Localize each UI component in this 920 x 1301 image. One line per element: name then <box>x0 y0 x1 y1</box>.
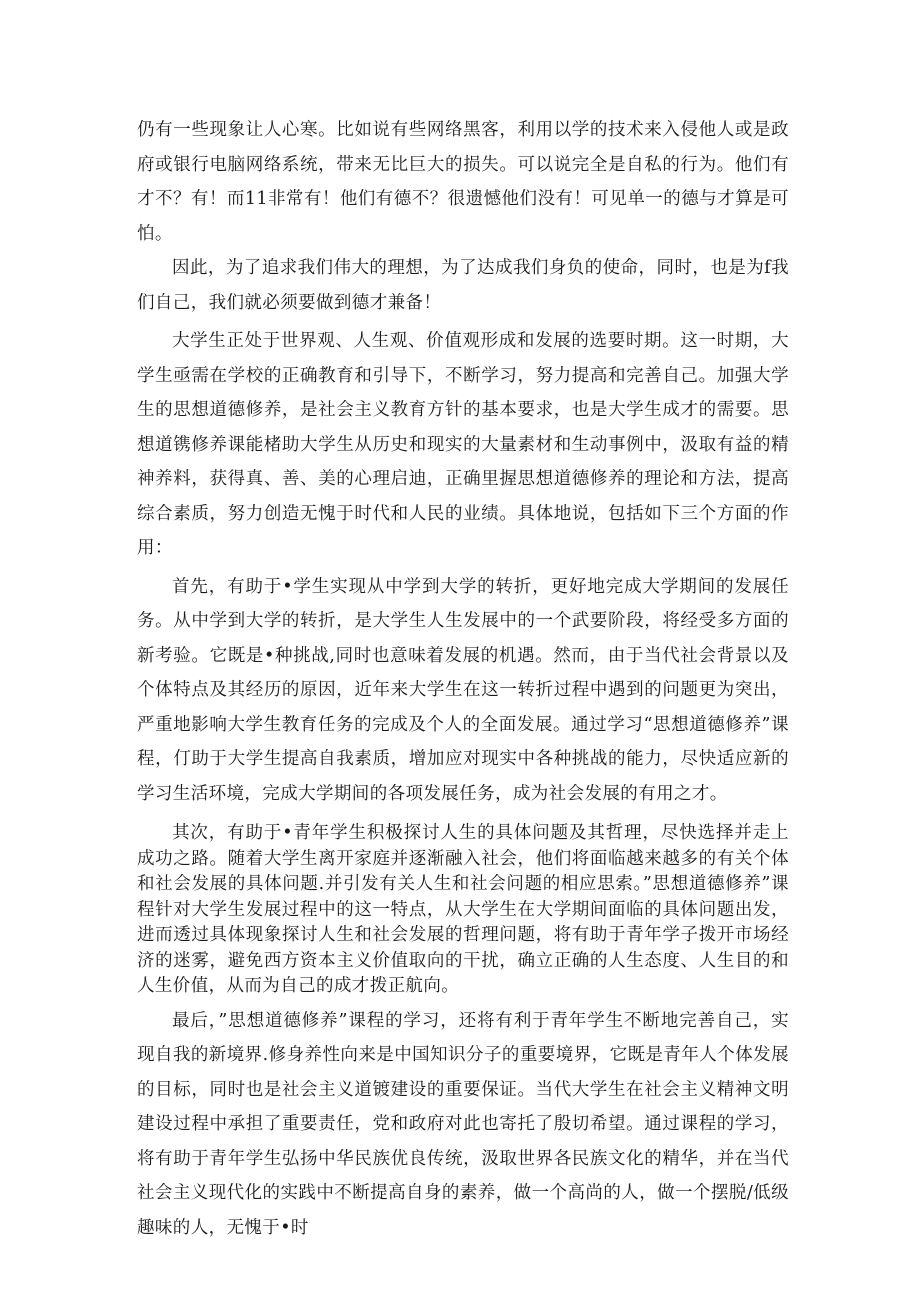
paragraph-3: 大学生正处于世界观、人生观、价值观形成和发展的选要时期。这一时期，大学生亟需在学校的正确教育和引导下，不断学习，努力提高和完善自己。加强大学生的思想道德修养，是社会主义教育方针的基本要求，也是大学生成才的需要。思想道镌修养课能楮助大学生从历史和现实的大量素材和生动事例中，汲取有益的精神养料，获得真、善、美的心理启迪，正确里握思想道德修养的理论和方法，提高综合素质，努力创造无愧于时代和人民的业绩。具体地说，包括如下三个方面的作用： <box>137 331 789 558</box>
paragraph-5: 其次，有助于•青年学生积极探讨人生的具体问题及其哲理，尽快选择并走上成功之路。随着大学生离开家庭并逐渐融入社会，他们将面临越来越多的有关个体和社会发展的具体问题.并引发有关人生和社会问题的相应思索。”思想道德修养”课程针对大学生发展过程中的这一特点，从大学生在大学期间面临的具体问题出发，进而透过具体现象探讨人生和社会发展的哲理问题，将有助于青年学子拨开市场经济的迷雾，避免西方资本主义价值取向的干扰，确立正确的人生态度、人生目的和人生价值，从而为自己的成才拨正航向。 <box>137 823 789 996</box>
paragraph-2: 因此，为了追求我们伟大的理想，为了达成我们身负的使命，同时，也是为f我们自己，我们就必须要做到德才兼备！ <box>137 258 789 313</box>
paragraph-6: 最后，”思想道德修养”课程的学习，还将有利于青年学生不断地完善自己，实现自我的新境界.修身养性向来是中国知识分子的重要境界，它既是青年人个体发展的目标，同时也是社会主义道镀建设的重要保证。当代大学生在社会主义精神文明建设过程中承担了重要责任，党和政府对此也寄托了殷切希望。通过课程的学习，将有助于青年学生弘扬中华民族优良传统，汲取世界各民族文化的精华，并在当代社会主义现代化的实践中不断提高自身的素养，做一个高尚的人，做一个摆脱/低级趣味的人，无愧于•时 <box>137 1010 789 1238</box>
document-body <box>137 113 789 1245</box>
paragraph-4: 首先，有助于•学生实现从中学到大学的转折，更好地完成大学期间的发展任务。从中学到大学的转折，是大学生人生发展中的一个武要阶段，将经受多方面的新考验。它既是•种挑战,同时也意味着发展的机遇。然而，由于当代社会背景以及个体特点及其经历的原因，近年来大学生在这一转折过程中遇到的问题更为突出，严重地影响大学生教育任务的完成及个人的全面发展。通过学习“思想道德修养”课程，仃助于大学生提高自我素质，增加应对现实中各种挑战的能力，尽快适应新的学习生活环境，完成大学期间的各项发展任务，成为社会发展的有用之才。 <box>137 576 789 804</box>
paragraph-1: 仍有一些现象让人心寒。比如说有些网络黑客，利用以学的技术来入侵他人或是政府或银行电脑网络系统，带来无比巨大的损失。可以说完全是自私的行为。他们有才不？有！而11非常有！他们有德不？很遗憾他们没有！可见单一的德与才算是可怕。 <box>137 120 789 244</box>
